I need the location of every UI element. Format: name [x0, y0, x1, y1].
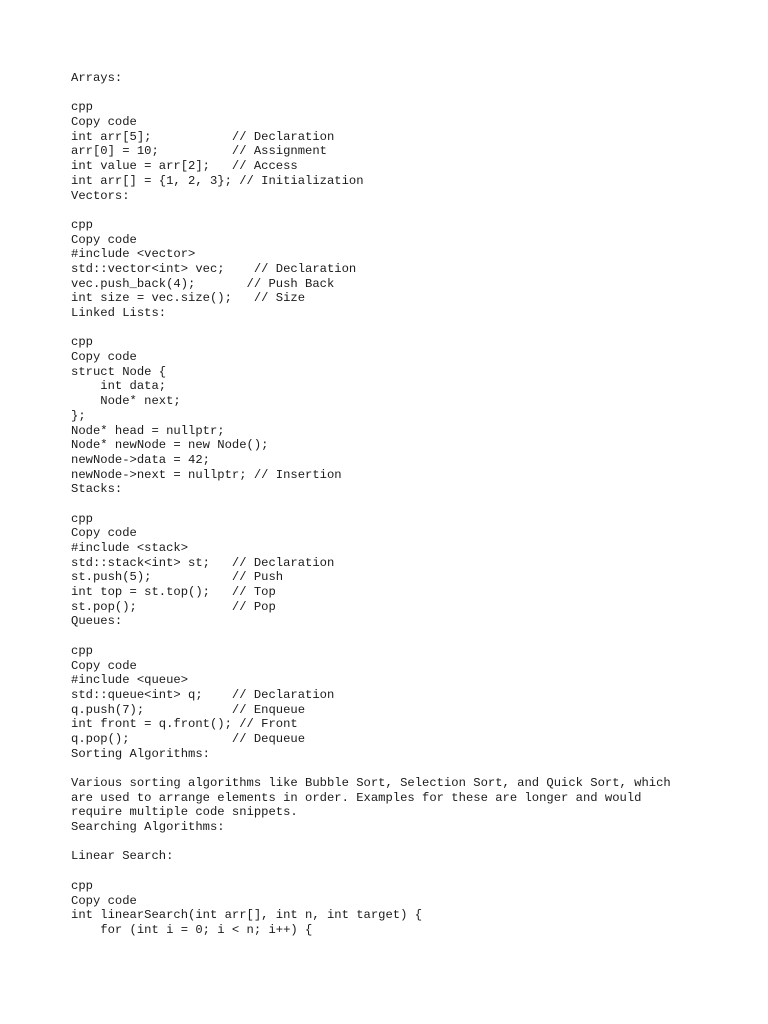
doc-line: newNode->next = nullptr; // Insertion [71, 467, 342, 482]
doc-line: are used to arrange elements in order. Examples for these are longer and would [71, 790, 642, 805]
doc-line: Queues: [71, 614, 123, 629]
doc-line [71, 203, 711, 218]
doc-line: cpp [71, 511, 93, 526]
document-page [71, 71, 711, 938]
doc-line: Copy code [71, 526, 137, 541]
doc-line: st.pop(); // Pop [71, 599, 276, 614]
doc-line: int top = st.top(); // Top [71, 585, 276, 600]
doc-line: Copy code [71, 658, 137, 673]
doc-line: int size = vec.size(); // Size [71, 291, 306, 306]
doc-line: Searching Algorithms: [71, 820, 225, 835]
doc-line: Node* next; [71, 394, 181, 409]
doc-line: Copy code [71, 115, 137, 130]
doc-line: arr[0] = 10; // Assignment [71, 144, 327, 159]
doc-line: vec.push_back(4); // Push Back [71, 276, 335, 291]
doc-line [71, 321, 711, 336]
doc-line: q.push(7); // Enqueue [71, 702, 306, 717]
doc-line: cpp [71, 643, 93, 658]
doc-line: }; [71, 408, 86, 423]
doc-line: #include <queue> [71, 673, 189, 688]
doc-line: Copy code [71, 350, 137, 365]
doc-line: Arrays: [71, 71, 123, 85]
doc-line [71, 864, 711, 879]
doc-line: struct Node { [71, 364, 167, 379]
doc-line: int data; [71, 379, 167, 394]
doc-line: #include <stack> [71, 541, 189, 555]
doc-line [71, 86, 711, 101]
doc-line: std::queue<int> q; // Declaration [71, 687, 335, 702]
doc-line: cpp [71, 100, 93, 115]
doc-line: #include <vector> [71, 247, 196, 262]
doc-line: cpp [71, 335, 93, 350]
doc-line: require multiple code snippets. [71, 805, 298, 820]
doc-line: int arr[] = {1, 2, 3}; // Initialization [71, 173, 364, 188]
doc-line: newNode->data = 42; [71, 452, 210, 467]
doc-line: int front = q.front(); // Front [71, 717, 298, 732]
doc-line: Stacks: [71, 482, 123, 497]
doc-line: Vectors: [71, 188, 130, 203]
doc-line [71, 497, 711, 512]
doc-line [71, 629, 711, 644]
doc-line: for (int i = 0; i < n; i++) { [71, 922, 313, 937]
doc-line: Node* head = nullptr; [71, 423, 225, 438]
doc-line: cpp [71, 878, 93, 893]
doc-line: std::stack<int> st; // Declaration [71, 555, 335, 570]
doc-line: std::vector<int> vec; // Declaration [71, 261, 357, 276]
doc-line: int value = arr[2]; // Access [71, 159, 298, 174]
doc-line: Linear Search: [71, 849, 174, 864]
doc-line: Node* newNode = new Node(); [71, 438, 269, 453]
doc-line: Copy code [71, 232, 137, 247]
doc-line [71, 835, 711, 850]
doc-line: Various sorting algorithms like Bubble Sort, Selection Sort, and Quick Sort, which [71, 776, 671, 790]
doc-line: int linearSearch(int arr[], int n, int target) { [71, 908, 423, 923]
doc-line: st.push(5); // Push [71, 570, 284, 585]
doc-line: Copy code [71, 893, 137, 908]
doc-line: cpp [71, 217, 93, 232]
doc-line: int arr[5]; // Declaration [71, 129, 335, 144]
doc-line: Linked Lists: [71, 306, 167, 320]
doc-line: q.pop(); // Dequeue [71, 731, 306, 746]
doc-line: Sorting Algorithms: [71, 746, 210, 761]
doc-line [71, 761, 711, 776]
